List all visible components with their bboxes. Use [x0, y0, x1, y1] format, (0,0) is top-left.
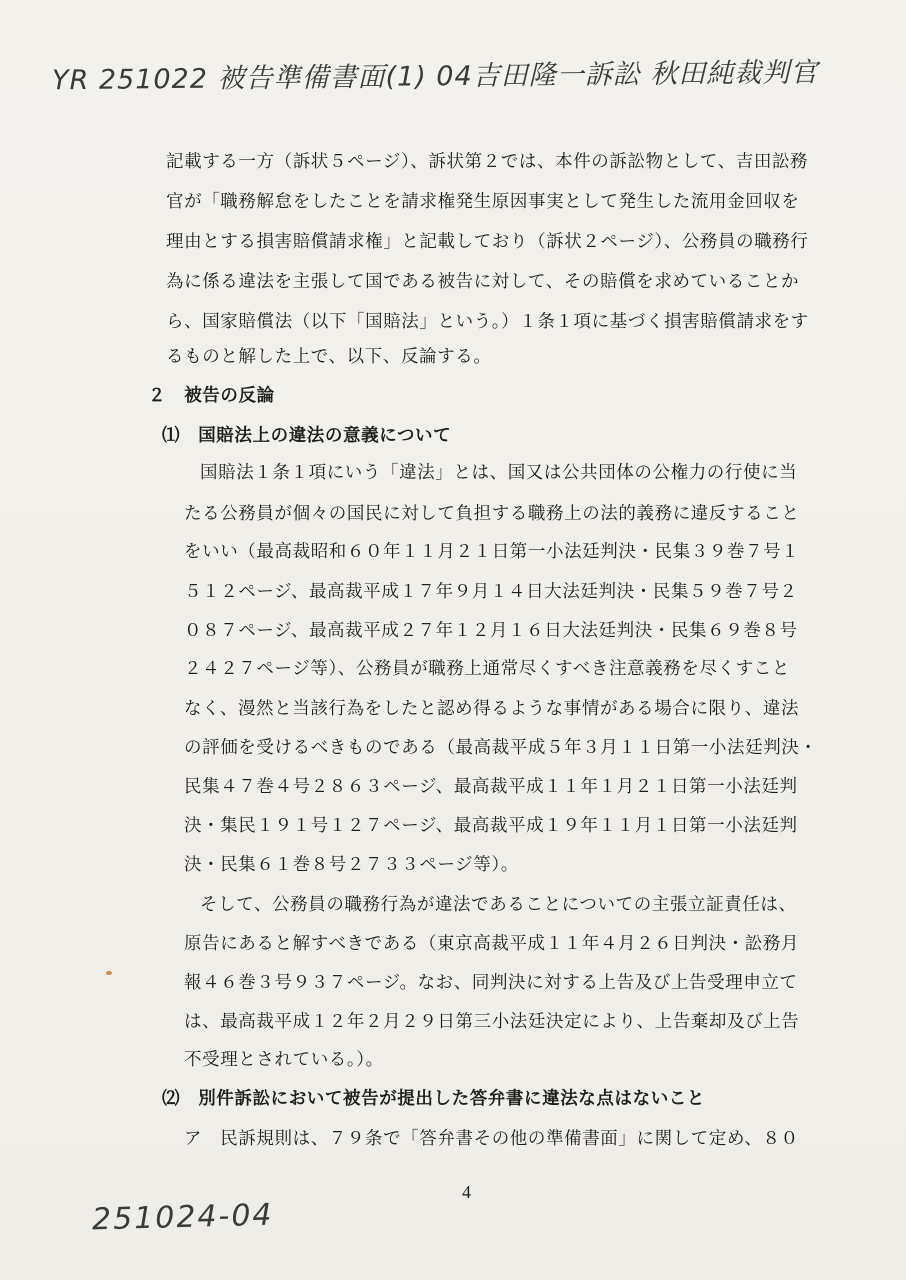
- section-heading: ２ 被告の反論: [148, 386, 275, 406]
- text-line: 不受理とされている。）。: [184, 1050, 384, 1070]
- text-line: ５１２ページ、最高裁平成１７年９月１４日大法廷判決・民集５９巻７号２: [184, 582, 798, 602]
- text-line: そして、公務員の職務行為が違法であることについての主張立証責任は、: [200, 895, 797, 915]
- text-line: 決・民集６１巻８号２７３３ページ等）。: [184, 855, 519, 875]
- text-line: ら、国家賠償法（以下「国賠法」という。）１条１項に基づく損害賠償請求をす: [166, 312, 809, 332]
- subsection-heading: ⑵ 別件訴訟において被告が提出した答弁書に違法な点はないこと: [162, 1089, 705, 1109]
- paper-speck: [106, 971, 112, 975]
- subsection-heading: ⑴ 国賠法上の違法の意義について: [162, 426, 452, 446]
- handwritten-header-note: YR 251022 被告準備書面(1) 04吉田隆一訴訟 秋田純裁判官: [51, 57, 819, 97]
- text-line: 官が「職務解怠をしたことを請求権発生原因事実として発生した流用金回収を: [166, 192, 800, 212]
- text-line: ０８７ページ、最高裁平成２７年１２月１６日大法廷判決・民集６９巻８号: [184, 621, 798, 641]
- text-line: 原告にあると解すべきである（東京高裁平成１１年４月２６日判決・訟務月: [184, 934, 800, 954]
- text-line: の評価を受けるべきものである（最高裁平成５年３月１１日第一小法廷判決・: [184, 738, 818, 758]
- text-line: ア 民訴規則は、７９条で「答弁書その他の準備書面」に関して定め、８０: [184, 1129, 799, 1149]
- text-line: 記載する一方（訴状５ページ）、訴状第２では、本件の訴訟物として、吉田訟務: [166, 152, 809, 172]
- text-line: をいい（最高裁昭和６０年１１月２１日第一小法廷判決・民集３９巻７号１: [184, 542, 800, 562]
- text-line: 決・集民１９１号１２７ページ、最高裁平成１９年１１月１日第一小法廷判: [184, 816, 798, 836]
- text-line: 報４６巻３号９３７ページ。なお、同判決に対する上告及び上告受理申立て: [184, 973, 798, 993]
- text-line: たる公務員が個々の国民に対して負担する職務上の法的義務に違反すること: [184, 504, 800, 524]
- handwritten-footer-note: 251024-04: [91, 1197, 274, 1238]
- text-line: 国賠法１条１項にいう「違法」とは、国又は公共団体の公権力の行使に当: [200, 463, 798, 483]
- text-line: ２４２７ページ等）、公務員が職務上通常尽くすべき注意義務を尽くすこと: [184, 659, 790, 679]
- text-line: なく、漫然と当該行為をしたと認め得るような事情がある場合に限り、違法: [184, 699, 800, 719]
- text-line: 為に係る違法を主張して国である被告に対して、その賠償を求めていることか: [166, 272, 800, 292]
- text-line: るものと解した上で、以下、反論する。: [166, 347, 492, 367]
- text-line: は、最高裁平成１２年２月２９日第三小法廷決定により、上告棄却及び上告: [184, 1012, 800, 1032]
- text-line: 民集４７巻４号２８６３ページ、最高裁平成１１年１月２１日第一小法廷判: [184, 777, 798, 797]
- text-line: 理由とする損害賠償請求権」と記載しており（訴状２ページ）、公務員の職務行: [166, 232, 809, 252]
- page-number: 4: [462, 1182, 471, 1202]
